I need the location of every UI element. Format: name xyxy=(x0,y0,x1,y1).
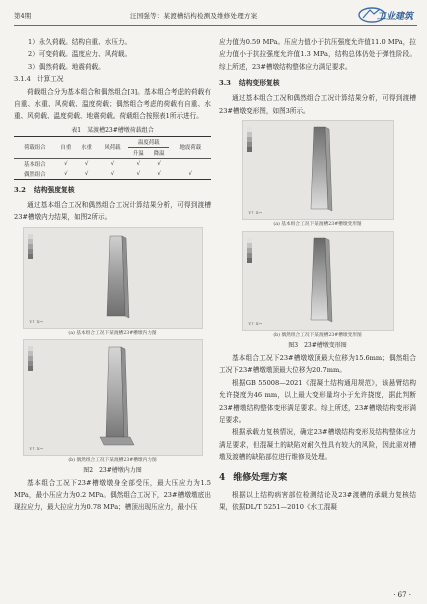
figure-subcaption: (b) 偶然组合工况下某渡槽23#槽墩变形图 xyxy=(273,333,362,339)
table-header: 风荷载 xyxy=(97,136,128,158)
figure-caption: 图3 23#槽墩变形图 xyxy=(288,342,347,350)
color-scale-legend xyxy=(28,234,33,259)
section-heading-3-1-4 xyxy=(14,73,211,85)
pier-model-3a xyxy=(305,125,335,215)
paragraph: 根据以上结构病害部位检测结论及23#渡槽的承载力复核结果，依据DL/T 5251—2010《水工混凝 xyxy=(219,490,416,512)
axis-triad: Y↑ X→ xyxy=(248,321,262,327)
figure-subcaption: (a) 基本组合工况下某渡槽23#槽墩变形图 xyxy=(273,222,362,228)
table-cell: 偶然组合 xyxy=(23,171,46,178)
section-heading-4 xyxy=(219,470,416,486)
list-item: 2）可变荷载。温度应力、风荷载。 xyxy=(28,50,132,59)
table-header: 地震荷载 xyxy=(169,136,211,158)
header-rule xyxy=(14,25,417,26)
axis-triad: Y↑ X→ xyxy=(29,445,43,451)
table-cell: √ xyxy=(84,170,89,177)
axis-triad: Y↑ X→ xyxy=(29,318,43,324)
section-number: 4 xyxy=(219,472,226,483)
paragraph: 通过基本组合工况和偶然组合工况计算结果分析，可得到渡槽23#槽墩变形图，如图3所示。 xyxy=(219,94,416,115)
figure-subcaption: (a) 基本组合工况下某渡槽23#槽墩内力图 xyxy=(68,330,157,336)
paragraph: 应力值为0.59 MPa。压应力值小于抗压强度允许值11.0 MPa，拉应力值小于抗拉强度允许值1.3 MPa，结构总体仍处于弹性阶段。综上所述，23#槽墩结构整体应力满足要求。 xyxy=(219,38,416,71)
section-title: 维修处理方案 xyxy=(233,472,288,483)
paragraph: 根据承载力复核情况，确定23#槽墩结构变形及结构整体应力满足要求，但混凝土的缺陷对耐久性具有较大的风险，因此需对槽墩及渡槽的缺陷部位进行维修及处理。 xyxy=(219,428,416,462)
section-heading-3-2 xyxy=(14,184,211,197)
running-title: 汪国强等：某渡槽结构检测及维修处理方案 xyxy=(130,12,258,20)
paragraph: 通过基本组合工况和偶然组合工况计算结果分析，可得到渡槽23#槽墩内力结果，如图2所示。 xyxy=(14,200,211,222)
table-subheader: 降温 xyxy=(149,147,170,158)
section-title: 结构强度复核 xyxy=(33,185,75,194)
list-item: 3）偶然荷载。地震荷载。 xyxy=(28,62,105,71)
figure-2a-internal-force xyxy=(23,227,203,329)
section-number: 3.3 xyxy=(219,79,231,88)
issue-number: 第4期 xyxy=(14,12,32,20)
paragraph: 基本组合工况下23#槽墩墩顶最大位移为15.6mm；偶然组合工况下23#槽墩墩顶最大位移为20.7mm。 xyxy=(219,354,416,375)
section-number: 3.1.4 xyxy=(14,75,31,84)
right-column xyxy=(219,36,416,514)
color-scale-legend xyxy=(247,127,252,152)
table-header: 自重 xyxy=(55,136,76,158)
table-subheader: 升温 xyxy=(128,147,149,158)
table-cell: √ xyxy=(157,160,161,167)
table-cell: √ xyxy=(136,160,141,167)
table-header: 水重 xyxy=(76,136,97,158)
page-header xyxy=(0,0,427,30)
table-cell: 基本组合 xyxy=(23,161,46,168)
table-cell: √ xyxy=(64,170,68,177)
table-header: 荷载组合 xyxy=(14,136,55,158)
figure-3b-deformation xyxy=(242,231,394,331)
table-cell: √ xyxy=(110,160,115,167)
figure-subcaption: (b) 偶然组合工况下某渡槽23#槽墩内力图 xyxy=(68,457,157,463)
table-caption: 表1 某渡槽23#槽墩荷载组合 xyxy=(71,126,154,134)
section-number: 3.2 xyxy=(14,185,26,194)
figure-caption: 图2 23#槽墩内力图 xyxy=(83,466,142,474)
axis-triad: Y↑ X→ xyxy=(248,210,262,216)
section-heading-3-3 xyxy=(219,77,416,90)
table-cell: √ xyxy=(84,160,89,167)
journal-logo xyxy=(358,6,418,24)
table-row xyxy=(14,158,211,169)
figure-2b-internal-force xyxy=(23,339,203,456)
color-scale-legend xyxy=(247,238,252,263)
paragraph: 基本组合工况下23#槽墩墩身全部受压，最大压应力为1.5 MPa，最小压应力为0.2 MPa。偶然组合工况下，23#槽墩墩底出现拉应力，最大拉应力为0.78 MPa；槽顶出现压应力，最小压 xyxy=(14,478,211,512)
page-number: · 67 · xyxy=(393,591,411,599)
table-cell: √ xyxy=(136,170,141,177)
load-combination-table xyxy=(14,136,211,180)
section-title: 结构变形复核 xyxy=(238,79,280,88)
table-cell: √ xyxy=(157,170,161,177)
color-scale-legend xyxy=(28,346,33,371)
left-column xyxy=(14,36,211,514)
table-cell: √ xyxy=(188,170,192,177)
list-item: 1）永久荷载。结构自重、水压力。 xyxy=(28,38,132,46)
pier-model-2a xyxy=(102,234,132,324)
svg-text:工业建筑: 工业建筑 xyxy=(377,12,414,22)
paragraph: 根据GB 55008—2021《混凝土结构通用规范》，该悬臂结构允许挠度为46 mm，以上最大变形量均小于允许挠度，据此判断23#槽墩结构整体变形满足要求。综上所述，23#槽墩结构变形满足要求。 xyxy=(219,378,416,425)
table-header: 温度荷载 xyxy=(128,136,169,147)
table-row xyxy=(14,169,211,180)
table-cell xyxy=(169,158,211,169)
figure-3a-deformation xyxy=(242,120,394,220)
pier-model-3b xyxy=(305,236,335,326)
table-cell: √ xyxy=(64,160,68,167)
section-title: 计算工况 xyxy=(37,75,64,84)
pier-model-2b xyxy=(96,345,138,453)
paragraph: 荷载组合分为基本组合和偶然组合[3]。基本组合考虑的荷载有自重、水重、风荷载、温度荷载；偶然组合考虑的荷载有自重、水重、风荷载、温度荷载、地震荷载。荷载组合按照表1所示进行。 xyxy=(14,87,211,121)
table-cell: √ xyxy=(110,170,115,177)
